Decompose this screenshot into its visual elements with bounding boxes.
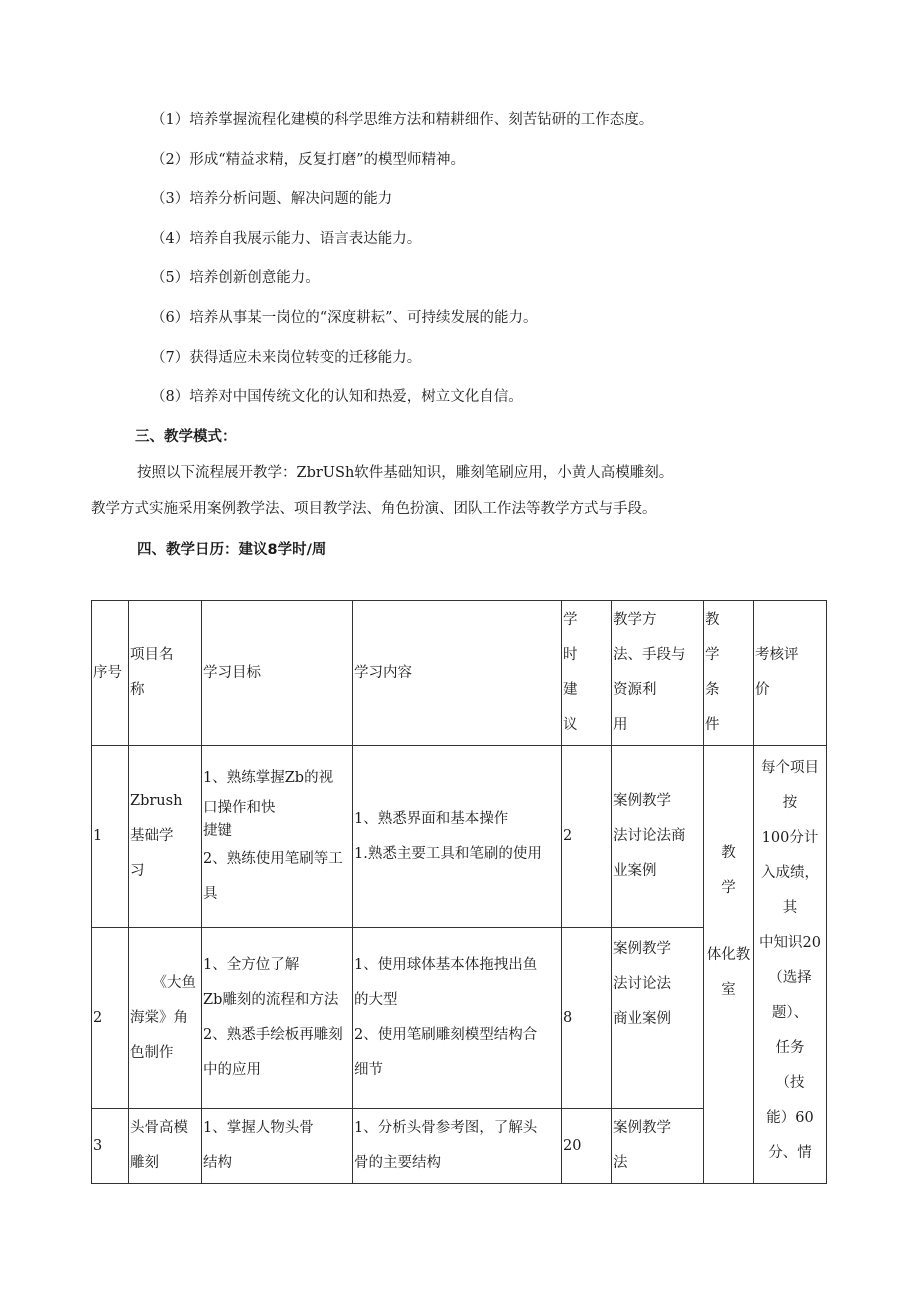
row-learning-goal: 1、掌握人物头骨 结构 [202, 1109, 353, 1184]
ability-item: （7）获得适应未来岗位转变的迁移能力。 [151, 350, 422, 366]
teaching-calendar-table [91, 600, 827, 1184]
teaching-mode-text: 按照以下流程展开教学：ZbrUSh软件基础知识，雕刻笔刷应用，小黄人高模雕刻。 [137, 465, 674, 481]
ability-item: （3）培养分析问题、解决问题的能力 [151, 191, 393, 207]
header-assessment: 考核评 价 [754, 601, 827, 746]
row-hours: 20 [562, 1109, 612, 1184]
row-method: 案例教学 法讨论法 商业案例 [612, 928, 704, 1109]
row-learning-goal: 1、全方位了解 Zb雕刻的流程和方法 2、熟悉手绘板再雕刻 中的应用 [202, 928, 353, 1109]
header-project-name: 项目名 称 [129, 601, 202, 746]
ability-item: （1）培养掌握流程化建模的科学思维方法和精耕细作、刻苦钻研的工作态度。 [151, 112, 654, 128]
condition-merged-cell: 教 学 体化教 室 [704, 746, 754, 1184]
ability-item: （6）培养从事某一岗位的“深度耕耘”、可持续发展的能力。 [151, 310, 538, 326]
header-method: 教学方 法、手段与 资源利 用 [612, 601, 704, 746]
ability-item: （4）培养自我展示能力、语言表达能力。 [151, 231, 422, 247]
header-learning-content: 学习内容 [353, 601, 562, 746]
header-learning-goal: 学习目标 [202, 601, 353, 746]
ability-item: （5）培养创新创意能力。 [151, 270, 320, 286]
header-seq: 序号 [92, 601, 129, 746]
assessment-merged-cell: 每个项目 按 100分计 入成绩， 其 中知识20 （选择 题）、 任务 （技 能）60 分、情 [754, 746, 827, 1184]
header-hours: 学 时 建 议 [562, 601, 612, 746]
row-seq: 2 [92, 928, 129, 1109]
row-project-name: Zbrush 基础学 习 [129, 746, 202, 928]
row-seq: 3 [92, 1109, 129, 1184]
row-hours: 8 [562, 928, 612, 1109]
row-learning-content: 1、熟悉界面和基本操作 1.熟悉主要工具和笔刷的使用 [353, 746, 562, 928]
ability-item: （8）培养对中国传统文化的认知和热爱，树立文化自信。 [151, 389, 523, 405]
row-learning-content: 1、使用球体基本体拖拽出鱼 的大型 2、使用笔刷雕刻模型结构合 细节 [353, 928, 562, 1109]
table-row [92, 746, 827, 928]
section-heading-teaching-calendar: 四、教学日历：建议8学时/周 [137, 542, 327, 558]
table-header-row [92, 601, 827, 746]
row-method: 案例教学 法 [612, 1109, 704, 1184]
row-learning-content: 1、分析头骨参考图，了解头 骨的主要结构 [353, 1109, 562, 1184]
row-hours: 2 [562, 746, 612, 928]
teaching-mode-text: 教学方式实施采用案例教学法、项目教学法、角色扮演、团队工作法等教学方式与手段。 [91, 501, 657, 517]
row-seq: 1 [92, 746, 129, 928]
ability-item: （2）形成“精益求精，反复打磨”的模型师精神。 [151, 152, 466, 168]
row-project-name: 《大鱼 海棠》角 色制作 [129, 928, 202, 1109]
row-learning-goal: 1、熟练掌握Zb的视 口操作和快 捷键 2、熟练使用笔刷等工 具 [202, 746, 353, 928]
row-project-name: 头骨高模 雕刻 [129, 1109, 202, 1184]
section-heading-teaching-mode: 三、教学模式： [135, 429, 237, 445]
header-condition: 教 学 条 件 [704, 601, 754, 746]
row-method: 案例教学 法讨论法商 业案例 [612, 746, 704, 928]
